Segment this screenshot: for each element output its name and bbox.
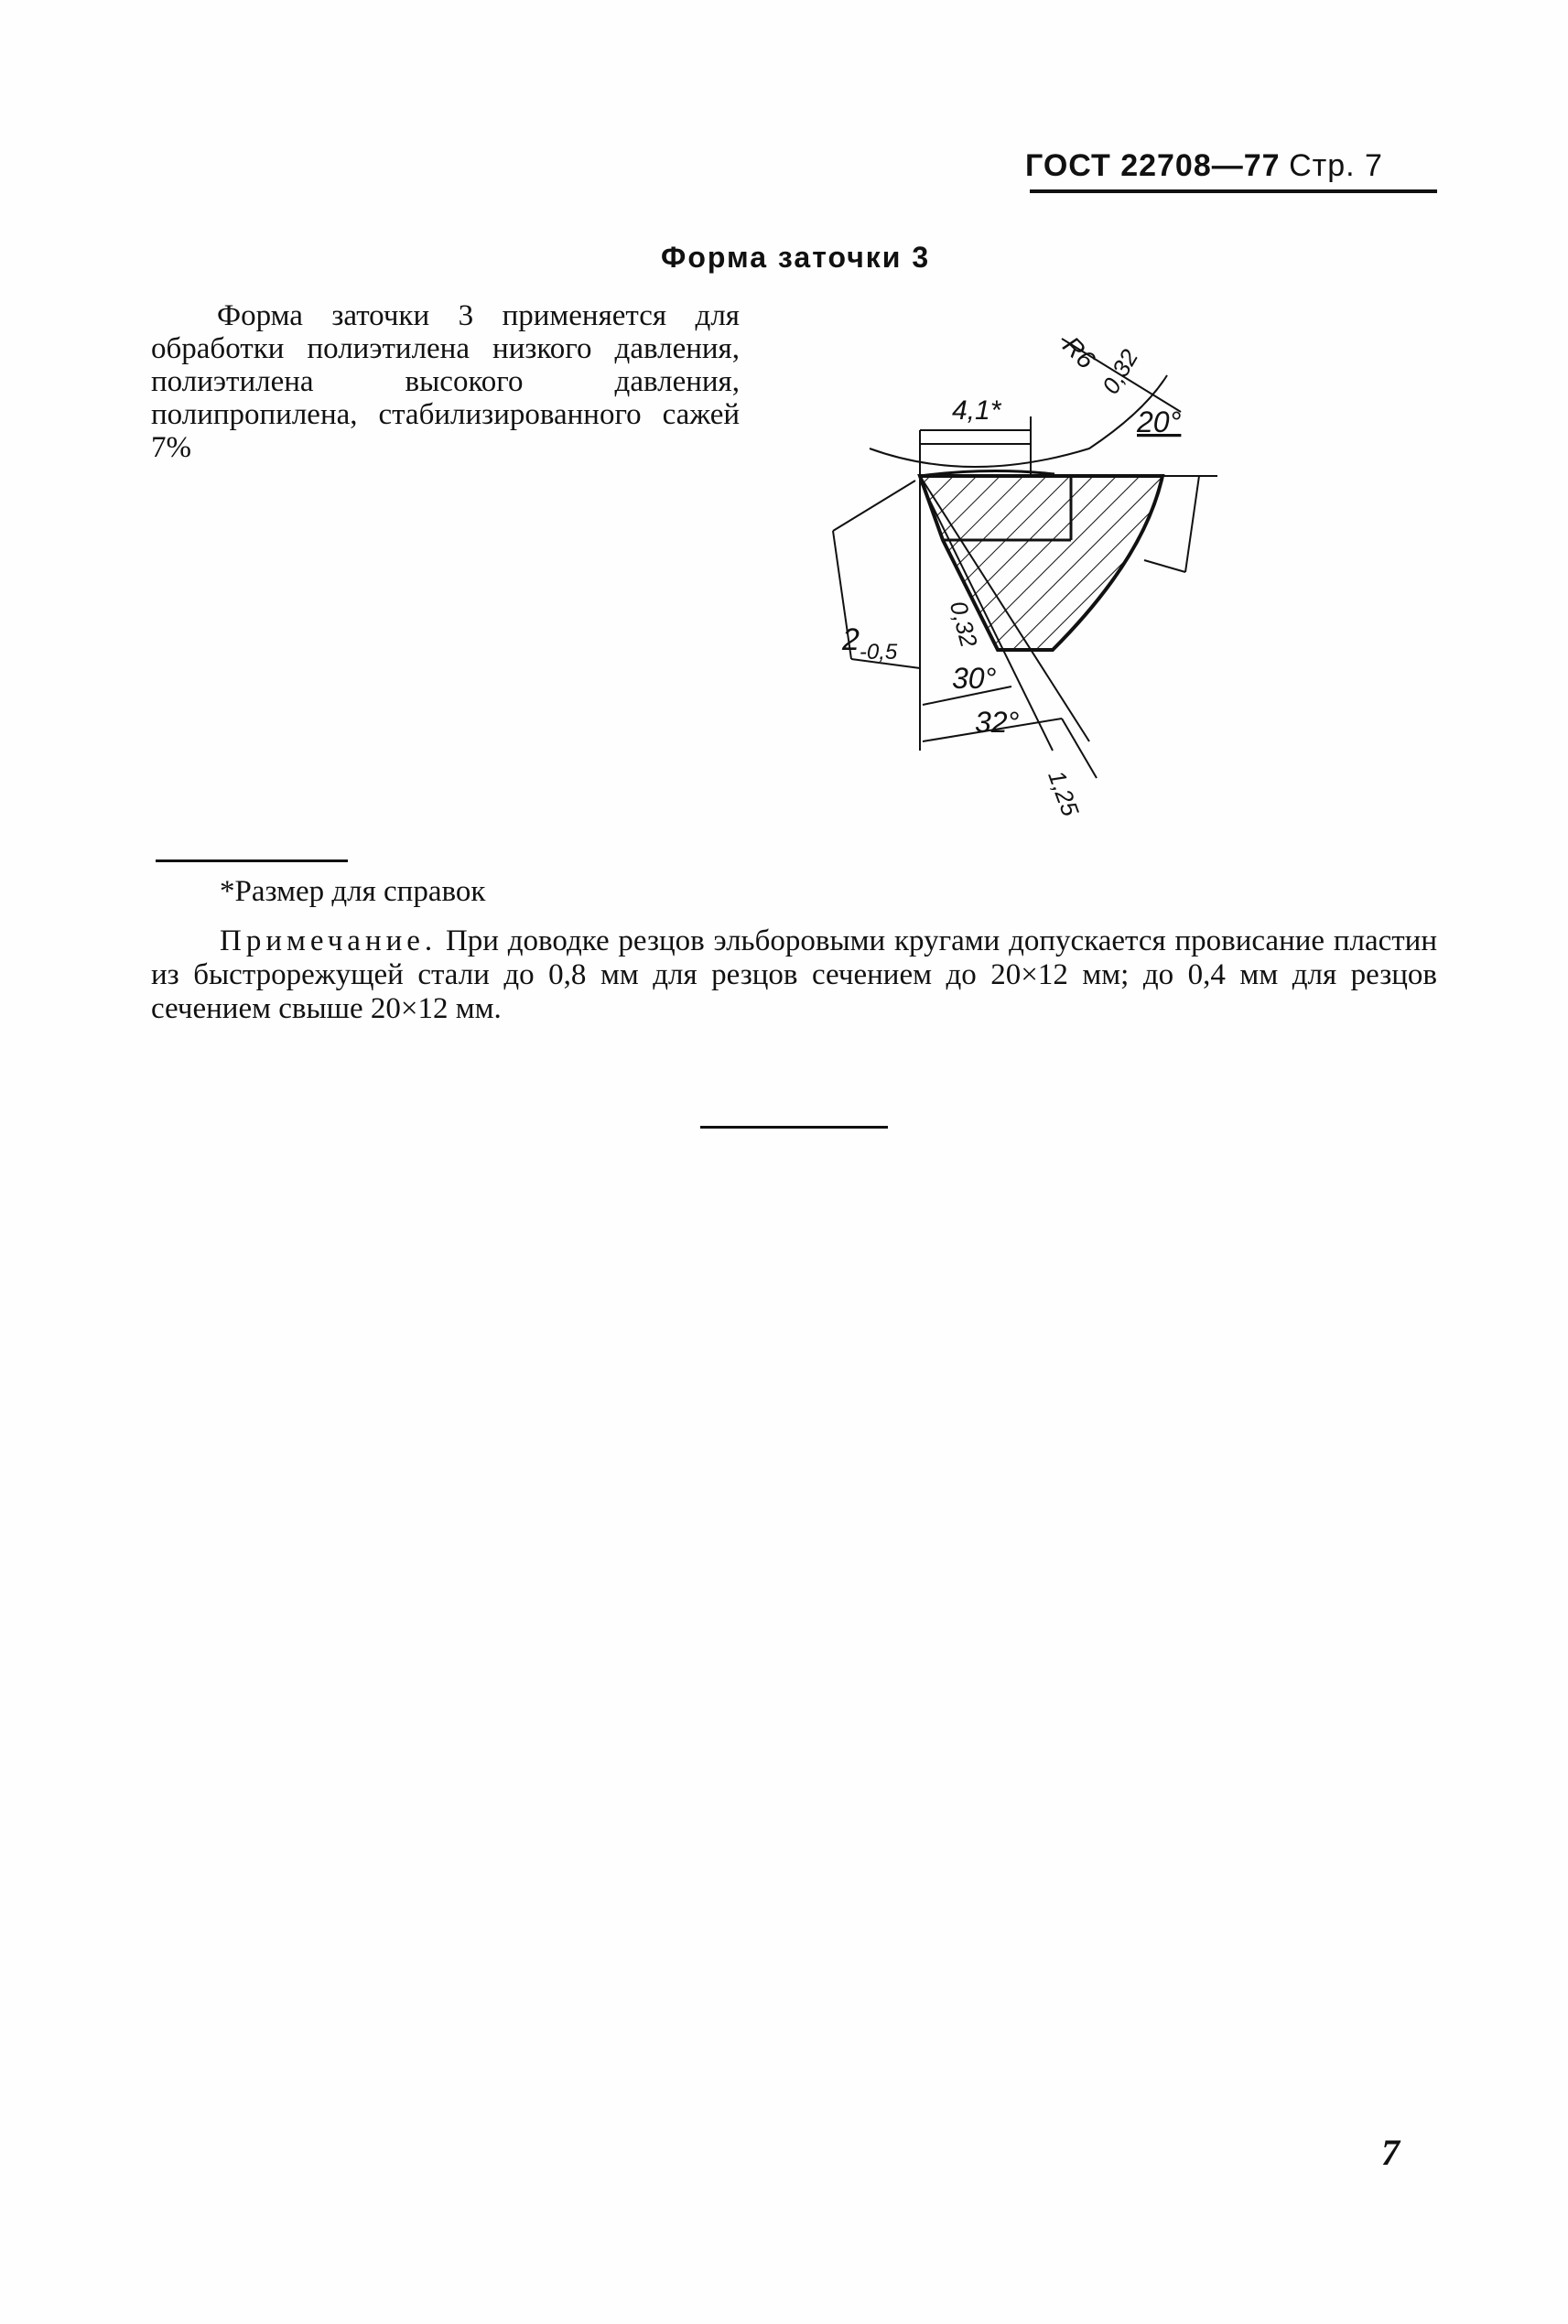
chamfer-tolerance-value: -0,5 <box>859 640 898 665</box>
note-text: При доводке резцов эльборовыми кругами допускается провисание пластин из быстрорежущей стали до 0,8 мм для резцов сечением до 20×12 мм; до 0,4 мм для резцов сечением свыше 20×12 мм. <box>151 924 1437 1025</box>
length-label: 4,1* <box>952 395 1001 426</box>
section-title: Форма заточки 3 <box>661 241 931 274</box>
footnote: *Размер для справок <box>220 875 486 908</box>
chamfer-main-label <box>841 622 898 665</box>
intro-paragraph <box>151 299 740 464</box>
angle-top-label: 20° <box>1137 405 1182 438</box>
page-label: Стр. 7 <box>1289 148 1383 183</box>
radius-offset-label: 0,32 <box>1096 344 1144 399</box>
end-rule <box>700 1126 888 1129</box>
cutter-sharpening-drawing <box>815 311 1217 824</box>
standard-number: ГОСТ 22708—77 <box>1025 148 1281 183</box>
angle-32-label: 32° <box>975 706 1020 739</box>
footnote-rule <box>156 859 348 862</box>
intro-text: Форма заточки 3 применяется для обработки полиэтилена низкого давления, полиэтилена высокого давления, полипропилена, стабилизированного сажей 7% <box>151 299 740 464</box>
page-header <box>1025 148 1383 184</box>
edge-bottom-label: 1,25 <box>1043 766 1085 820</box>
note-paragraph <box>151 924 1437 1026</box>
radius-label: R6 <box>1057 330 1101 374</box>
angle-30-label: 30° <box>952 662 997 695</box>
header-rule <box>1030 189 1437 193</box>
note-label: Примечание. <box>220 924 438 957</box>
page-number: 7 <box>1381 2132 1400 2173</box>
chamfer-main-value: 2 <box>842 622 860 657</box>
edge-offset-label: 0,32 <box>944 598 983 651</box>
